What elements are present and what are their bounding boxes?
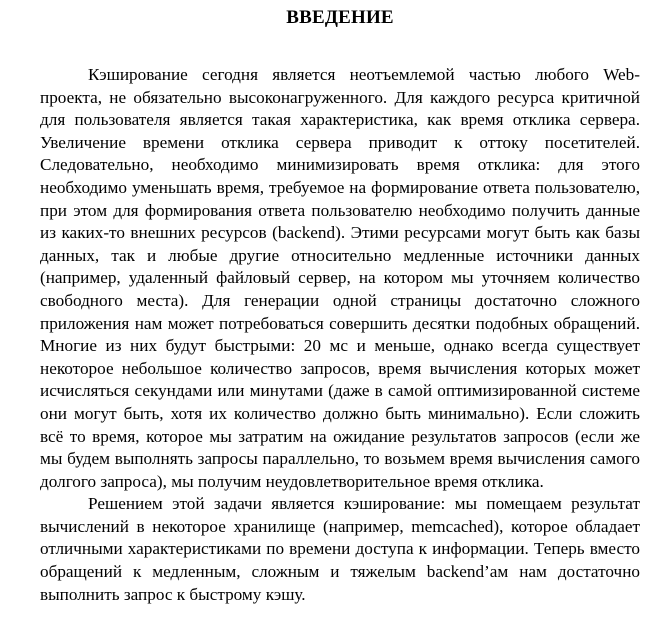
- paragraph-solution: Решением этой задачи является кэширование: мы помещаем результат вычислений в некоторое хранилище (например, memcached), которое обладает отличными характеристиками по времени доступа к информации. Теперь вместо обращений к медленным, сложным и тяжелым backend’ам нам достаточно выполнить запрос к быстрому кэшу.: [40, 494, 640, 604]
- document-page: [40, 6, 640, 606]
- paragraph-intro: Кэширование сегодня является неотъемлемой частью любого Web-проекта, не обязательно высоконагруженного. Для каждого ресурса критичной для пользователя является такая характеристика, как время отклика сервера. Увеличение времени отклика сервера приводит к оттоку посетителей. Следовательно, необходимо минимизировать время отклика: для этого необходимо уменьшать время, требуемое на формирование ответа пользователю, при этом для формирования ответа пользователю необходимо получить данные из каких-то внешних ресурсов (backend). Этими ресурсами могут быть как базы данных, так и любые другие относительно медленные источники данных (например, удаленный файловый сервер, на котором мы уточняем количество свободного места). Для генерации одной страницы достаточно сложного приложения нам может потребоваться совершить десятки подобных обращений. Многие из них будут быстрыми: 20 мс и меньше, однако всегда существует некоторое небольшое количество запросов, время вычисления которых может исчисляться секундами или минутами (даже в самой оптимизированной системе они могут быть, хотя их количество должно быть минимально). Если сложить всё то время, которое мы затратим на ожидание результатов запросов (если же мы будем выполнять запросы параллельно, то возьмем время вычисления самого долгого запроса), мы получим неудовлетворительное время отклика.: [40, 65, 640, 491]
- document-title: ВВЕДЕНИЕ: [286, 7, 394, 28]
